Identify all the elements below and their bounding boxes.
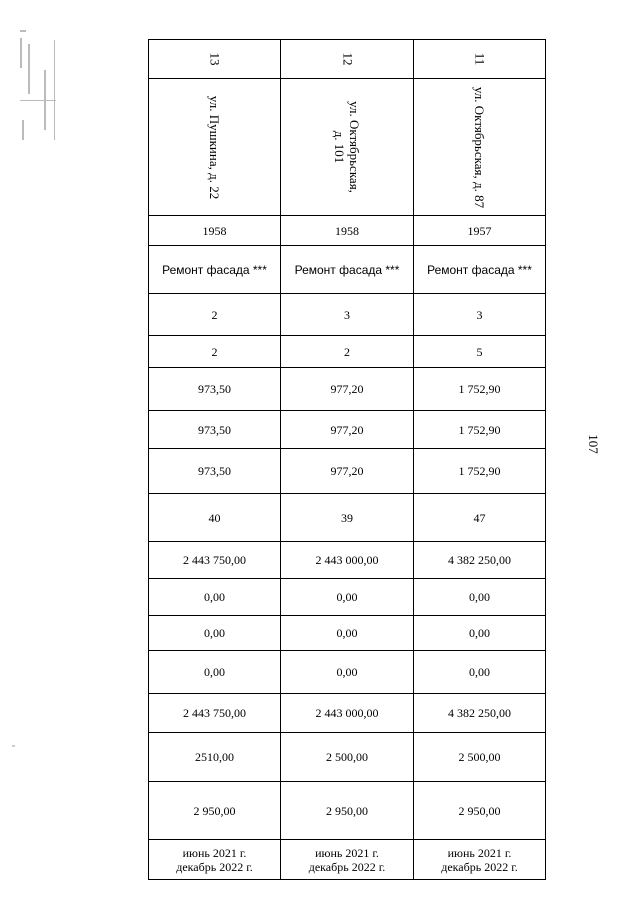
entrances-cell: 2 [149, 336, 281, 368]
row-cost-total [149, 542, 546, 579]
row-residents [149, 494, 546, 542]
address-line: ул. Октябрьская, д. 87 [471, 86, 487, 208]
row-work [149, 246, 546, 294]
scan-dot [12, 745, 15, 747]
period-end: декабрь 2022 г. [441, 859, 518, 874]
area-total-cell: 1 752,90 [414, 368, 546, 411]
cost-local-cell: 0,00 [281, 651, 414, 694]
row-cost-owners [149, 694, 546, 733]
cost-budget-cell: 0,00 [281, 616, 414, 651]
row-floors [149, 294, 546, 336]
cost-fund-cell: 0,00 [281, 579, 414, 616]
column-number: 13 [207, 52, 223, 66]
period-start: июнь 2021 г. [447, 845, 512, 860]
row-address [149, 79, 546, 216]
row-entrances [149, 336, 546, 368]
area-living-cell: 973,50 [149, 411, 281, 449]
cost-fund-cell: 0,00 [149, 579, 281, 616]
area-total-cell: 973,50 [149, 368, 281, 411]
floors-cell: 2 [149, 294, 281, 336]
address-line: ул. Октябрьская, [347, 101, 362, 193]
column-number: 11 [472, 52, 488, 66]
area-residential-cell: 1 752,90 [414, 449, 546, 494]
unit-cost-cell: 2 500,00 [281, 733, 414, 782]
unit-cost-cell: 2510,00 [149, 733, 281, 782]
address-line: д. 101 [332, 130, 347, 164]
program-table [148, 39, 546, 880]
residents-cell: 47 [414, 494, 546, 542]
cost-total-cell: 2 443 000,00 [281, 542, 414, 579]
row-area-living [149, 411, 546, 449]
period-end: декабрь 2022 г. [308, 859, 386, 874]
entrances-cell: 2 [281, 336, 414, 368]
work-type-cell: Ремонт фасада *** [414, 246, 546, 294]
floors-cell: 3 [281, 294, 414, 336]
row-period [149, 840, 546, 880]
row-cost-fund [149, 579, 546, 616]
cost-local-cell: 0,00 [414, 651, 546, 694]
address-line: ул. Пушкина, д. 22 [207, 95, 222, 199]
row-limit-cost [149, 782, 546, 840]
cost-total-cell: 2 443 750,00 [149, 542, 281, 579]
cost-owners-cell: 2 443 000,00 [281, 694, 414, 733]
row-cost-local [149, 651, 546, 694]
cost-local-cell: 0,00 [149, 651, 281, 694]
year-cell: 1958 [149, 216, 281, 246]
row-number [149, 40, 546, 79]
row-cost-budget [149, 616, 546, 651]
cost-total-cell: 4 382 250,00 [414, 542, 546, 579]
area-living-cell: 1 752,90 [414, 411, 546, 449]
cost-owners-cell: 2 443 750,00 [149, 694, 281, 733]
limit-cost-cell: 2 950,00 [149, 782, 281, 840]
residents-cell: 40 [149, 494, 281, 542]
row-year [149, 216, 546, 246]
limit-cost-cell: 2 950,00 [414, 782, 546, 840]
area-living-cell: 977,20 [281, 411, 414, 449]
row-area-total [149, 368, 546, 411]
work-type-cell: Ремонт фасада *** [149, 246, 281, 294]
residents-cell: 39 [281, 494, 414, 542]
year-cell: 1958 [281, 216, 414, 246]
limit-cost-cell: 2 950,00 [281, 782, 414, 840]
year-cell: 1957 [414, 216, 546, 246]
column-number: 12 [340, 52, 355, 66]
row-area-residential [149, 449, 546, 494]
scan-artifact [18, 30, 62, 145]
row-unit-cost [149, 733, 546, 782]
unit-cost-cell: 2 500,00 [414, 733, 546, 782]
area-residential-cell: 977,20 [281, 449, 414, 494]
period-start: июнь 2021 г. [315, 845, 379, 860]
period-start: июнь 2021 г. [182, 845, 247, 860]
cost-budget-cell: 0,00 [149, 616, 281, 651]
cost-budget-cell: 0,00 [414, 616, 546, 651]
cost-owners-cell: 4 382 250,00 [414, 694, 546, 733]
area-total-cell: 977,20 [281, 368, 414, 411]
page-number: 107 [585, 434, 601, 454]
work-type-cell: Ремонт фасада *** [281, 246, 414, 294]
area-residential-cell: 973,50 [149, 449, 281, 494]
floors-cell: 3 [414, 294, 546, 336]
period-end: декабрь 2022 г. [176, 859, 253, 874]
cost-fund-cell: 0,00 [414, 579, 546, 616]
entrances-cell: 5 [414, 336, 546, 368]
